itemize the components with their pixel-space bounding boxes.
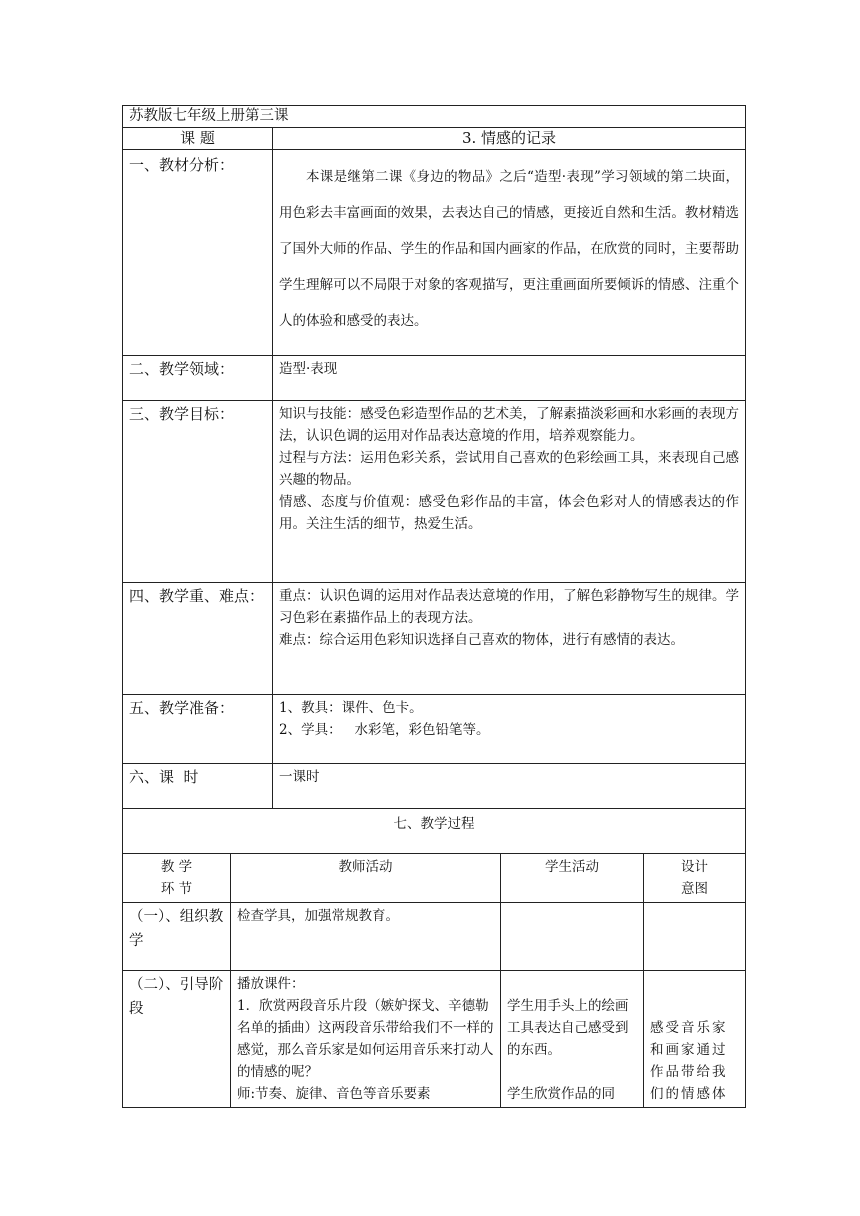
student-cell: [501, 903, 644, 971]
topic-label: 课 题: [123, 128, 273, 150]
teacher-cell: 播放课件： 1．欣赏两段音乐片段（嫉妒探戈、辛德勒名单的插曲）这两段音乐带给我们不一样的感觉，那么音乐家是如何运用音乐来打动人的情感的呢？ 师:节奏、旋律、音色等音乐要素: [231, 971, 501, 1108]
section-paragraph: 1、教具：课件、色卡。: [279, 700, 423, 716]
header-stage: 教 学 环 节: [123, 854, 231, 903]
design-cell: 感受音乐家和画家通过作品带给我们的情感体: [644, 971, 746, 1108]
process-title-row: [123, 809, 746, 854]
process-row: [123, 971, 746, 1108]
section-paragraph: 知识与技能：感受色彩造型作品的艺术美，了解素描淡彩画和水彩画的表现方法，认识色调的运用对作品表达意境的作用，培养观察能力。: [279, 406, 739, 444]
doc-header-row: [123, 106, 746, 128]
section-paragraph: 过程与方法：运用色彩关系，尝试用自己喜欢的色彩绘画工具，来表现自己感兴趣的物品。: [279, 450, 739, 488]
teaching-process-table: [122, 808, 746, 1108]
teacher-cell: 检查学具，加强常规教育。: [231, 903, 501, 971]
section-content: [273, 695, 746, 764]
topic-value: 3. 情感的记录: [273, 128, 746, 150]
section-row: [123, 764, 746, 809]
section-label: 二、教学领域：: [123, 356, 273, 401]
stage-cell: （一）、组织教学: [123, 903, 231, 971]
section-row: [123, 401, 746, 583]
doc-header: 苏教版七年级上册第三课: [123, 106, 746, 128]
process-title: 七、教学过程: [123, 809, 746, 854]
section-content: [273, 356, 746, 401]
design-cell: [644, 903, 746, 971]
section-paragraph: 情感、态度与价值观：感受色彩作品的丰富，体会色彩对人的情感表达的作用。关注生活的细节，热爱生活。: [279, 494, 739, 532]
section-label: 六、课 时: [123, 764, 273, 809]
header-teacher: 教师活动: [231, 854, 501, 903]
section-paragraph: 难点：综合运用色彩知识选择自己喜欢的物体，进行有感情的表达。: [279, 632, 684, 648]
section-row: [123, 583, 746, 695]
section-label: 五、教学准备：: [123, 695, 273, 764]
section-row: [123, 150, 746, 356]
lesson-info-table: [122, 105, 746, 809]
section-content: [273, 150, 746, 356]
section-paragraph: 一课时: [279, 769, 320, 785]
section-label: 三、教学目标：: [123, 401, 273, 583]
section-content: [273, 583, 746, 695]
section-row: [123, 695, 746, 764]
section-label: 一、教材分析：: [123, 150, 273, 356]
section-paragraph: 本课是继第二课《身边的物品》之后“造型·表现”学习领域的第二块面，用色彩去丰富画面的效果，去表达自己的情感，更接近自然和生活。教材精选了国外大师的作品、学生的作品和国内画家的作品，在欣赏的同时，主要帮助学生理解可以不局限于对象的客观描写，更注重画面所要倾诉的情感、注重个人的体验和感受的表达。: [279, 169, 739, 329]
section-content: [273, 764, 746, 809]
student-cell: 学生用手头上的绘画工具表达自己感受到的东西。 学生欣赏作品的同: [501, 971, 644, 1108]
process-row: [123, 903, 746, 971]
header-design: 设计 意图: [644, 854, 746, 903]
section-paragraph: 造型·表现: [279, 361, 338, 377]
section-paragraph: 重点：认识色调的运用对作品表达意境的作用，了解色彩静物写生的规律。学习色彩在素描作品上的表现方法。: [279, 588, 739, 626]
section-content: [273, 401, 746, 583]
section-paragraph: 2、学具： 水彩笔，彩色铅笔等。: [279, 722, 490, 738]
section-row: [123, 356, 746, 401]
stage-cell: （二）、引导阶段: [123, 971, 231, 1108]
process-header-row: [123, 854, 746, 903]
section-label: 四、教学重、难点：: [123, 583, 273, 695]
topic-row: [123, 128, 746, 150]
header-student: 学生活动: [501, 854, 644, 903]
